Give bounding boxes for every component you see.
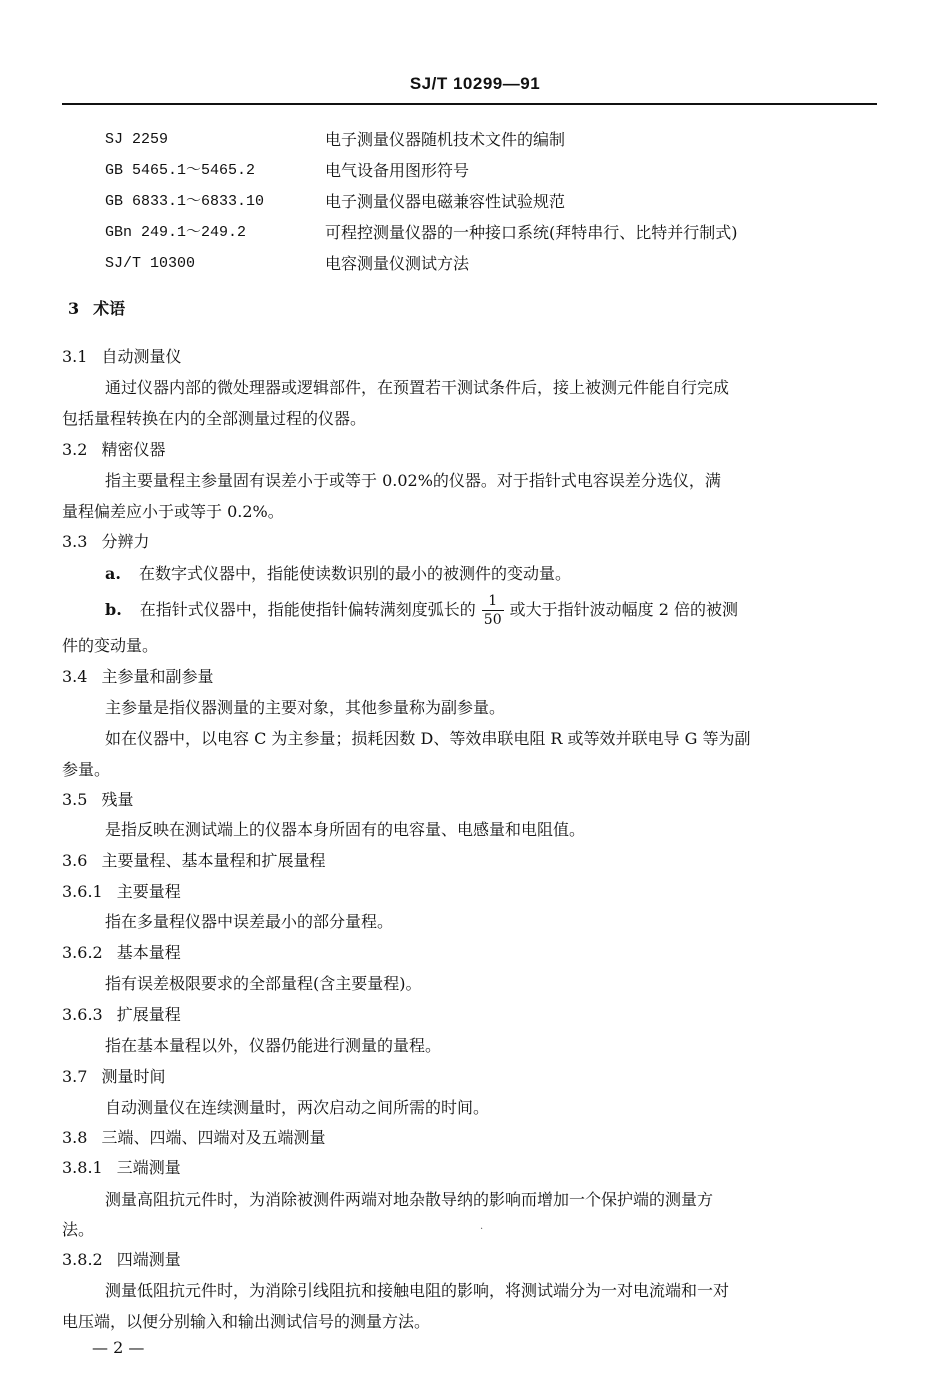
clause-title: 主要量程 [116,882,181,901]
clause-3-6-3-heading [62,1004,181,1026]
reference-title: 电容测量仪测试方法 [325,254,470,273]
clause-title: 主参量和副参量 [101,667,214,686]
clause-number: 3.5 [62,790,88,809]
clause-3-2-heading [62,439,165,461]
clause-number: 3.6.3 [62,1005,103,1024]
clause-number: 3.6.2 [62,943,103,962]
clause-title: 扩展量程 [116,1005,181,1024]
fraction-numerator: 1 [482,594,504,611]
clause-3-1-text-line: 包括量程转换在内的全部测量过程的仪器。 [62,409,367,428]
clause-3-8-2-text-line: 电压端，以便分别输入和输出测试信号的测量方法。 [62,1312,431,1331]
clause-3-7-text-line: 自动测量仪在连续测量时，两次启动之间所需的时间。 [105,1098,490,1117]
clause-3-8-heading [62,1127,325,1149]
clause-title: 三端、四端、四端对及五端测量 [101,1128,326,1147]
clause-title: 残量 [101,790,134,809]
clause-number: 3.8.2 [62,1250,103,1269]
clause-title: 主要量程、基本量程和扩展量程 [101,851,326,870]
clause-3-5-heading [62,789,133,811]
item-text: 在指针式仪器中，指能使指针偏转满刻度弧长的 [139,600,476,619]
clause-title: 分辨力 [101,532,150,551]
page-number: — 2 — [92,1338,145,1357]
clause-number: 3.8.1 [62,1158,103,1177]
clause-number: 3.4 [62,667,88,686]
reference-code: GB 5465.1～5465.2 [105,162,256,179]
reference-code: GBn 249.1～249.2 [105,224,247,241]
section-title: 术语 [93,299,126,318]
clause-3-4-text-line: 如在仪器中，以电容 C 为主参量；损耗因数 D、等效串联电阻 R 或等效并联电导 G 等为副 [105,729,751,748]
clause-3-4-heading [62,666,213,688]
clause-title: 自动测量仪 [101,347,182,366]
clause-3-1-text-line: 通过仪器内部的微处理器或逻辑部件，在预置若干测试条件后，接上被测元件能自行完成 [105,378,730,397]
scan-speck: · [480,1224,484,1235]
clause-3-6-heading [62,850,325,872]
clause-3-3-item-a [105,563,571,585]
clause-number: 3.6.1 [62,882,103,901]
item-label: b. [105,600,122,619]
clause-3-8-2-text-line: 测量低阻抗元件时，为消除引线阻抗和接触电阻的影响，将测试端分为一对电流端和一对 [105,1281,730,1300]
reference-code: SJ 2259 [105,131,169,148]
fraction-denominator: 50 [483,612,502,628]
clause-number: 3.2 [62,440,88,459]
clause-3-6-2-heading [62,942,181,964]
fraction [482,594,504,627]
clause-3-4-text-line: 主参量是指仪器测量的主要对象，其他参量称为副参量。 [105,698,506,717]
clause-3-8-2-heading [62,1249,181,1271]
clause-3-6-3-text-line: 指在基本量程以外，仪器仍能进行测量的量程。 [105,1036,442,1055]
clause-3-3-text-line: 件的变动量。 [62,636,159,655]
reference-code: GB 6833.1～6833.10 [105,193,265,210]
section-number: 3 [68,299,80,318]
clause-3-1-heading [62,346,181,368]
clause-number: 3.6 [62,851,88,870]
item-text: 或大于指针波动幅度 2 倍的被测 [509,600,738,619]
reference-title: 电气设备用图形符号 [325,161,470,180]
clause-number: 3.1 [62,347,88,366]
clause-title: 精密仪器 [101,440,166,459]
clause-3-6-2-text-line: 指有误差极限要求的全部量程(含主要量程)。 [105,974,422,993]
clause-3-6-1-text-line: 指在多量程仪器中误差最小的部分量程。 [105,912,394,931]
header-rule [62,103,877,105]
clause-title: 三端测量 [116,1158,181,1177]
clause-3-3-heading [62,531,149,553]
clause-3-8-1-text-line: 测量高阻抗元件时，为消除被测件两端对地杂散导纳的影响而增加一个保护端的测量方 [105,1190,714,1209]
clause-3-3-item-b [105,594,738,627]
clause-number: 3.7 [62,1067,88,1086]
clause-3-5-text-line: 是指反映在测试端上的仪器本身所固有的电容量、电感量和电阻值。 [105,820,586,839]
item-text: 在数字式仪器中，指能使读数识别的最小的被测件的变动量。 [138,564,571,583]
clause-3-4-text-line: 参量。 [62,760,111,779]
clause-title: 测量时间 [101,1067,166,1086]
reference-title: 电子测量仪器随机技术文件的编制 [325,130,566,149]
item-label: a. [105,564,121,583]
clause-3-8-1-text-line: 法。 [62,1220,95,1239]
page-header-standard-number: SJ/T 10299—91 [409,74,541,93]
clause-title: 四端测量 [116,1250,181,1269]
clause-3-8-1-heading [62,1157,181,1179]
clause-number: 3.8 [62,1128,88,1147]
clause-title: 基本量程 [116,943,181,962]
clause-3-6-1-heading [62,881,181,903]
reference-title: 电子测量仪器电磁兼容性试验规范 [325,192,566,211]
clause-3-7-heading [62,1066,165,1088]
clause-number: 3.3 [62,532,88,551]
section-3-heading [68,298,125,320]
reference-code: SJ/T 10300 [105,255,196,272]
reference-title: 可程控测量仪器的一种接口系统(拜特串行、比特并行制式) [325,223,738,242]
clause-3-2-text-line: 量程偏差应小于或等于 0.2%。 [62,502,284,521]
clause-3-2-text-line: 指主要量程主参量固有误差小于或等于 0.02%的仪器。对于指针式电容误差分选仪，满 [105,471,721,490]
